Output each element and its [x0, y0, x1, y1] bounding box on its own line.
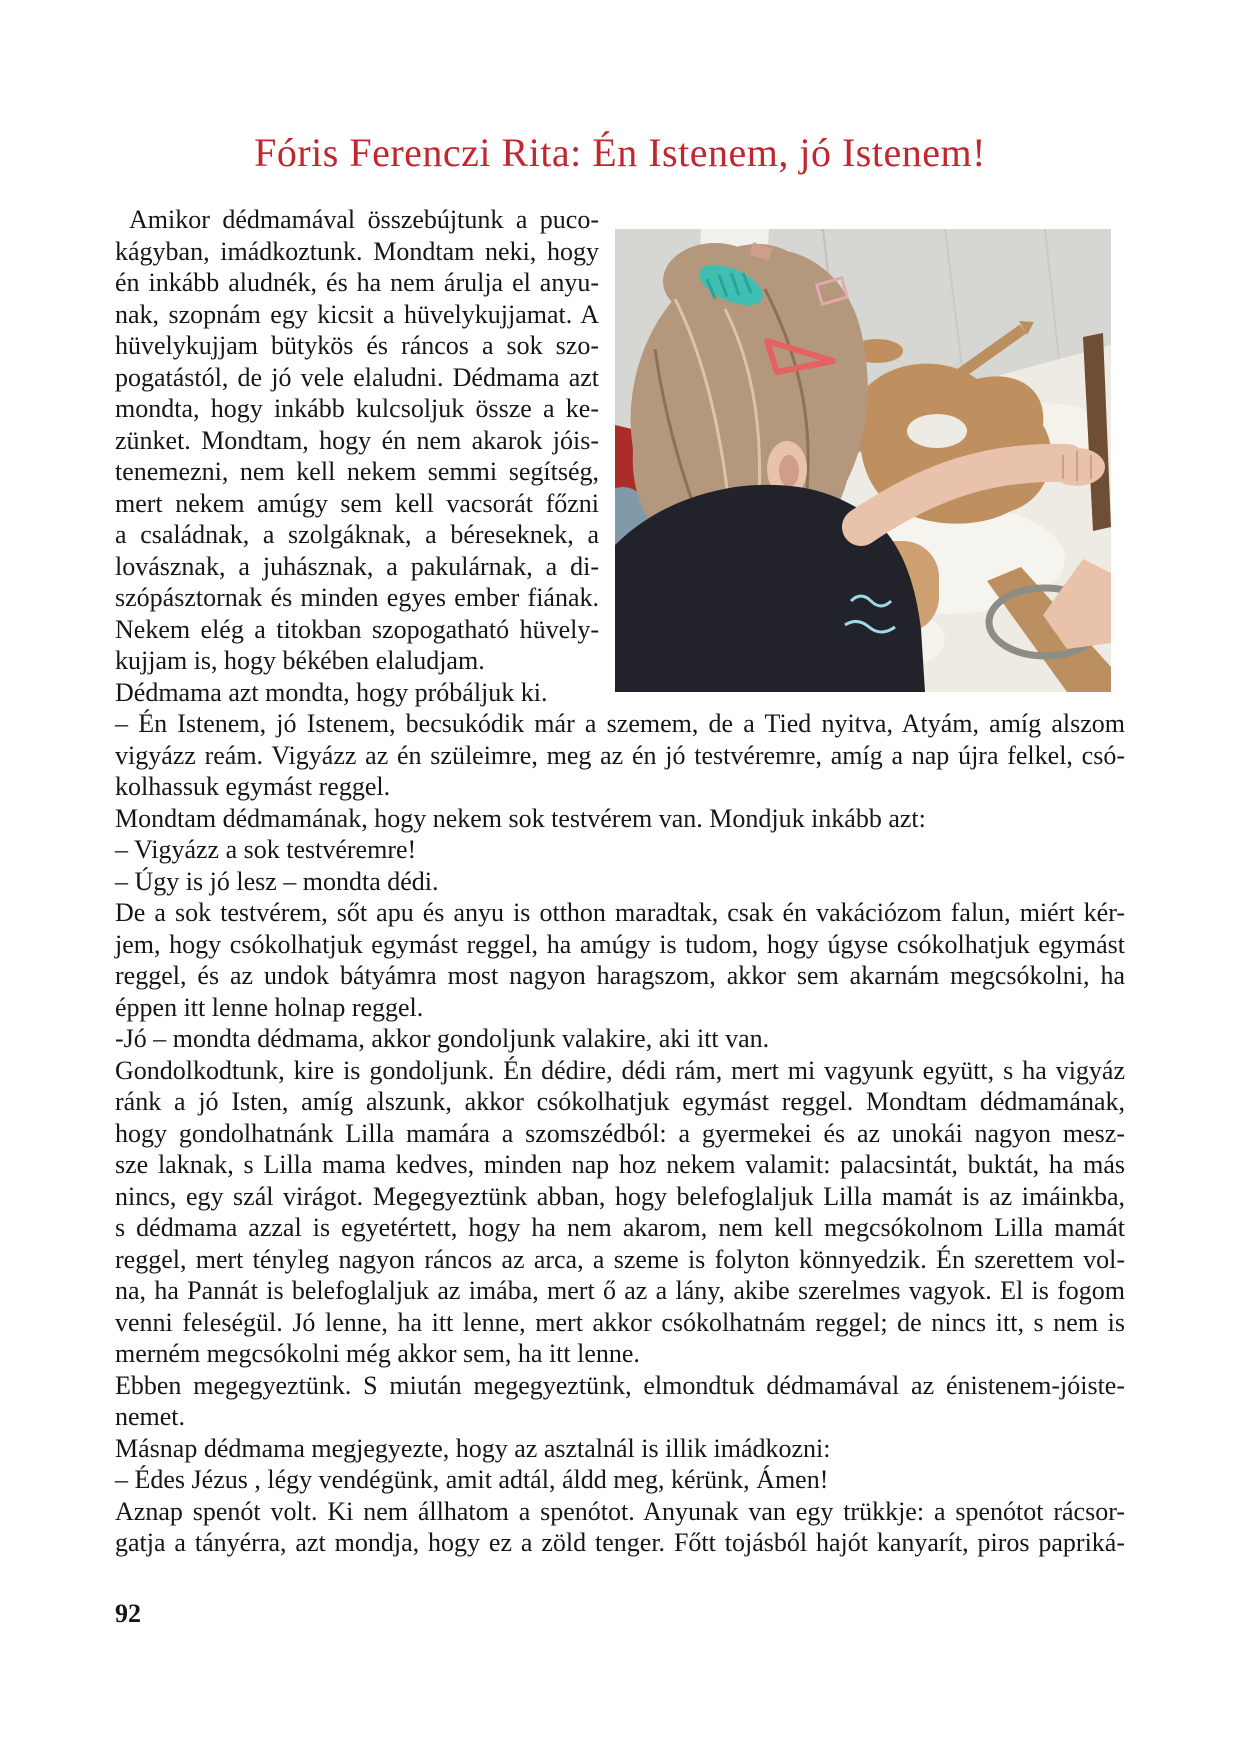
- text-line: Másnap dédmama megjegyezte, hogy az asztalnál is illik imádkozni:: [115, 1433, 831, 1463]
- text-line: vigyázz reám. Vigyázz az én szüleimre, meg az én jó testvéremre, amíg a nap újra felkel, csó-: [115, 740, 1125, 770]
- text-line: ránk a jó Isten, amíg alszunk, akkor csókolhatjuk egymást reggel. Mondtam dédmamának,: [115, 1087, 1125, 1116]
- text-line: De a sok testvérem, sőt apu és anyu is otthon maradtak, csak én vakációzom falun, miért kér-: [115, 898, 1125, 927]
- text-line: – Édes Jézus , légy vendégünk, amit adtál, áldd meg, kérünk, Ámen!: [115, 1465, 829, 1494]
- text-line: Amikor dédmamával összebújtunk a puco-: [129, 205, 599, 234]
- text-line: nak, szopnám egy kicsit a hüvelykujjamat. A: [115, 299, 599, 329]
- article-body: [115, 204, 1125, 1559]
- photo-dough-hole: [907, 414, 967, 448]
- page-title: Fóris Ferenczi Rita: Én Istenem, jó Istenem!: [254, 130, 986, 175]
- photo-girl-ear-inner: [779, 455, 799, 487]
- text-line: – Én Istenem, jó Istenem, becsukódik már a szemem, de a Tied nyitva, Atyám, amíg alszom: [115, 709, 1125, 738]
- text-line: Nekem elég a titokban szopogatható hüvely-: [115, 614, 599, 644]
- text-line: venni feleségül. Jó lenne, ha itt lenne, mert akkor csókolhatnám reggel; de nincs itt, s nem is: [115, 1307, 1125, 1337]
- text-line: reggel, és az undok bátyámra most nagyon haragszom, akkor sem akarnám megcsókolni, ha: [115, 961, 1125, 990]
- text-line: hogy gondolhatnánk Lilla mamára a szomszédból: a gyermekei és az unokái nagyon mesz-: [115, 1118, 1125, 1148]
- text-line: Dédmama azt mondta, hogy próbáljuk ki.: [115, 677, 548, 707]
- text-line: gatja a tányérra, azt mondja, hogy ez a zöld tenger. Főtt tojásból hajót kanyarít, piros papriká-: [115, 1528, 1125, 1557]
- text-line: Gondolkodtunk, kire is gondoljunk. Én dédire, dédi rám, mert mi vagyunk együtt, s ha vigyáz: [115, 1055, 1125, 1085]
- article-photo: [615, 229, 1111, 692]
- text-line: mondta, hogy inkább kulcsoljuk össze a ke-: [115, 394, 599, 423]
- text-line: mert nekem amúgy sem kell vacsorát főzni: [115, 488, 599, 518]
- page-number: 92: [115, 1598, 141, 1628]
- text-line: zünket. Mondtam, hogy én nem akarok jóis-: [115, 425, 599, 455]
- text-line: Aznap spenót volt. Ki nem állhatom a spenótot. Anyunak van egy trükkje: a spenótot rácsor-: [115, 1496, 1125, 1526]
- text-line: merném megcsókolni még akkor sem, ha itt lenne.: [115, 1339, 640, 1368]
- text-line: szópásztornak és minden egyes ember fiának.: [115, 583, 599, 612]
- text-line: kolhassuk egymást reggel.: [115, 772, 391, 801]
- text-line: – Vigyázz a sok testvéremre!: [115, 835, 417, 864]
- text-line: én inkább aludnék, és ha nem árulja el anyu-: [115, 268, 599, 297]
- text-line: Mondtam dédmamának, hogy nekem sok testvérem van. Mondjuk inkább azt:: [115, 803, 926, 833]
- text-line: na, ha Pannát is belefoglaljuk az imába, mert ő az a lány, akibe szerelmes vagyok. El is fogom: [115, 1276, 1125, 1305]
- body-paragraphs: [115, 708, 1125, 1559]
- text-line: a családnak, a szolgáknak, a béreseknek, a: [115, 520, 599, 549]
- text-line: – Úgy is jó lesz – mondta dédi.: [115, 866, 439, 896]
- text-line: lovásznak, a juhásznak, a pakulárnak, a di-: [115, 551, 599, 581]
- text-line: jem, hogy csókolhatjuk egymást reggel, ha amúgy is tudom, hogy úgyse csókolhatjuk egymást: [115, 929, 1125, 959]
- text-line: hüvelykujjam bütykös és ráncos a sok szo-: [115, 331, 599, 360]
- text-line: s dédmama azzal is egyetértett, hogy ha nem akarom, nem kell megcsókolnom Lilla mamát: [115, 1213, 1125, 1242]
- text-line: Ebben megegyeztünk. S miután megegyeztünk, elmondtuk dédmamával az énistenem-jóiste-: [115, 1370, 1125, 1400]
- text-line: nincs, egy szál virágot. Megegyeztünk abban, hogy belefoglaljuk Lilla mamát is az imáinkba,: [115, 1181, 1125, 1211]
- text-line: kujjam is, hogy békében elaludjam.: [115, 646, 485, 675]
- text-line: reggel, mert tényleg nagyon ráncos az arca, a szeme is folyton könnyedzik. Én szerettem vol-: [115, 1244, 1125, 1274]
- photo-illustration: [615, 229, 1111, 692]
- text-line: tenemezni, nem kell nekem semmi segítség,: [115, 457, 599, 486]
- text-line: nemet.: [115, 1402, 186, 1431]
- text-line: pogatástól, de jó vele elaludni. Dédmama azt: [115, 362, 599, 392]
- text-line: -Jó – mondta dédmama, akkor gondoljunk valakire, aki itt van.: [115, 1024, 770, 1053]
- text-line: kágyban, imádkoztunk. Mondtam neki, hogy: [115, 236, 599, 266]
- text-line: sze laknak, s Lilla mama kedves, minden nap hoz nekem valamit: palacsintát, buktát, ha más: [115, 1150, 1125, 1179]
- text-line: éppen itt lenne holnap reggel.: [115, 992, 424, 1022]
